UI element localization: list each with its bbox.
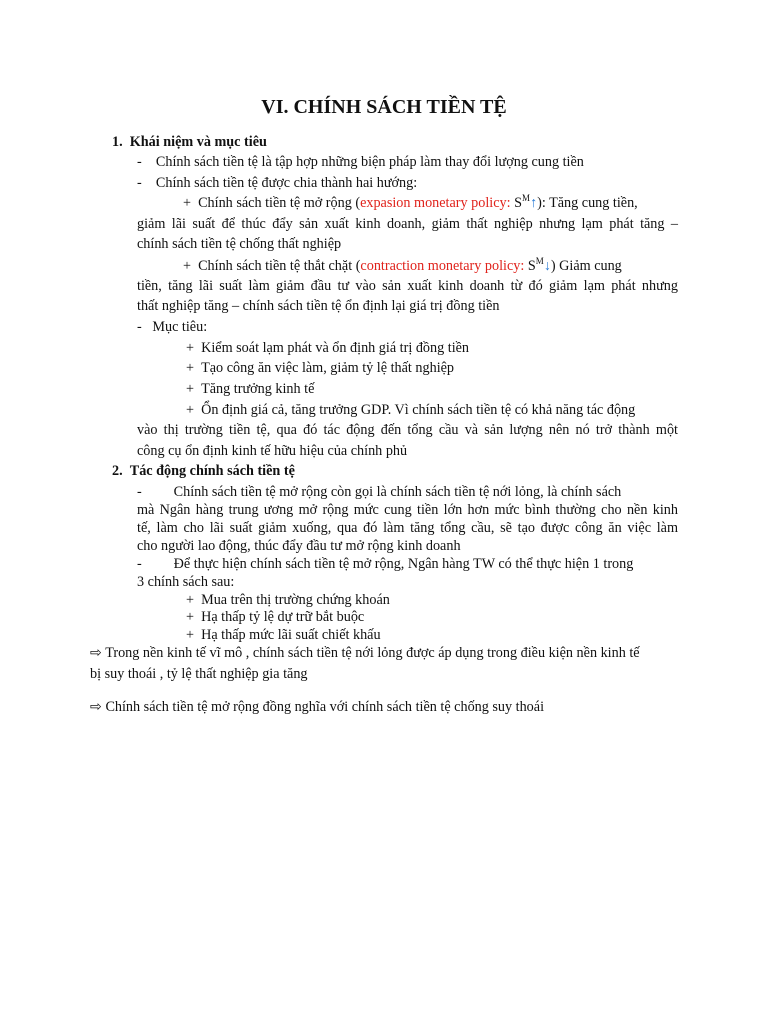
conclusion-1-text: Trong nền kinh tế vĩ mô , chính sách tiền tệ nới lỏng được áp dụng trong điều kiện nền kinh tế	[105, 645, 640, 661]
definition-line: - Chính sách tiền tệ là tập hợp những biện pháp làm thay đổi lượng cung tiền	[137, 154, 584, 170]
goals-label: - Mục tiêu:	[137, 319, 208, 335]
conclusion-2	[90, 697, 544, 718]
goal-item-line-2: vào thị trường tiền tệ, qua đó tác động đến tổng cầu và sản lượng nên nó trở thành một	[137, 422, 678, 438]
money-supply-superscript-2: M	[535, 256, 544, 266]
goal-item: + Kiểm soát lạm phát và ổn định giá trị đồng tiền	[186, 340, 470, 356]
money-supply-symbol: S	[510, 195, 523, 211]
conclusion-2-text: Chính sách tiền tệ mở rộng đồng nghĩa với chính sách tiền tệ chống suy thoái	[105, 699, 545, 715]
money-supply-superscript: M	[522, 193, 531, 203]
goal-item: + Tạo công ăn việc làm, giảm tỷ lệ thất nghiệp	[186, 360, 455, 376]
arrow-right-icon: ⇨	[90, 645, 102, 661]
arrow-down-icon: ↓	[543, 258, 551, 274]
directions-line: - Chính sách tiền tệ được chia thành hai hướng:	[137, 175, 418, 191]
section-1-heading: 1. Khái niệm và mục tiêu	[112, 134, 267, 150]
expansion-effect-line-4: cho người lao động, thúc đẩy đầu tư mở rộng kinh doanh	[137, 538, 461, 554]
expansion-prefix: + Chính sách tiền tệ mở rộng (	[183, 195, 361, 211]
contraction-term: contraction monetary policy:	[360, 258, 525, 274]
expansion-suffix: ): Tăng cung tiền,	[537, 195, 638, 211]
contraction-text-line-3: thất nghiệp tăng – chính sách tiền tệ ổn định lại giá trị đồng tiền	[137, 298, 500, 314]
goal-item: + Tăng trưởng kinh tế	[186, 381, 315, 397]
contraction-policy-line	[183, 256, 622, 277]
implementation-line-1: - Để thực hiện chính sách tiền tệ mở rộng, Ngân hàng TW có thể thực hiện 1 trong	[137, 556, 634, 572]
expansion-effect-line-1: - Chính sách tiền tệ mở rộng còn gọi là chính sách tiền tệ nới lỏng, là chính sách	[137, 484, 622, 500]
arrow-up-icon: ↑	[530, 195, 538, 211]
measure-item: + Hạ thấp mức lãi suất chiết khấu	[186, 627, 381, 643]
expansion-policy-line	[183, 193, 638, 214]
implementation-line-2: 3 chính sách sau:	[137, 574, 235, 590]
conclusion-1-line-1	[90, 643, 640, 664]
expansion-effect-line-2: mà Ngân hàng trung ương mở rộng mức cung tiền lớn hơn mức bình thường cho nền kinh	[137, 502, 678, 518]
measure-item: + Mua trên thị trường chứng khoán	[186, 592, 390, 608]
expansion-effect-line-3: tế, làm cho lãi suất giảm xuống, qua đó làm tăng tổng cầu, sẽ tạo được công ăn việc làm	[137, 520, 678, 536]
goal-item-line-3: công cụ ổn định kinh tế hữu hiệu của chính phủ	[137, 443, 408, 459]
measure-item: + Hạ thấp tỷ lệ dự trữ bắt buộc	[186, 609, 365, 625]
contraction-text-line-2: tiền, tăng lãi suất làm giảm đầu tư vào sản xuất kinh doanh từ đó giảm lạm phát nhưng	[137, 278, 678, 294]
arrow-right-icon: ⇨	[90, 699, 102, 715]
money-supply-symbol-2: S	[524, 258, 536, 274]
expansion-text-line-3: chính sách tiền tệ chống thất nghiệp	[137, 236, 342, 252]
page-title: VI. CHÍNH SÁCH TIỀN TỆ	[261, 96, 507, 118]
expansion-term: expasion monetary policy:	[360, 195, 511, 211]
conclusion-1-line-2: bị suy thoái , tỷ lệ thất nghiệp gia tăng	[90, 666, 308, 682]
goal-item: + Ổn định giá cả, tăng trưởng GDP. Vì chính sách tiền tệ có khả năng tác động	[186, 402, 636, 418]
section-2-heading: 2. Tác động chính sách tiền tệ	[112, 463, 295, 479]
expansion-text-line-2: giảm lãi suất để thúc đẩy sản xuất kinh doanh, giảm thất nghiệp nhưng lạm phát tăng –	[137, 216, 678, 232]
contraction-suffix: ) Giảm cung	[550, 258, 622, 274]
contraction-prefix: + Chính sách tiền tệ thắt chặt (	[183, 258, 361, 274]
